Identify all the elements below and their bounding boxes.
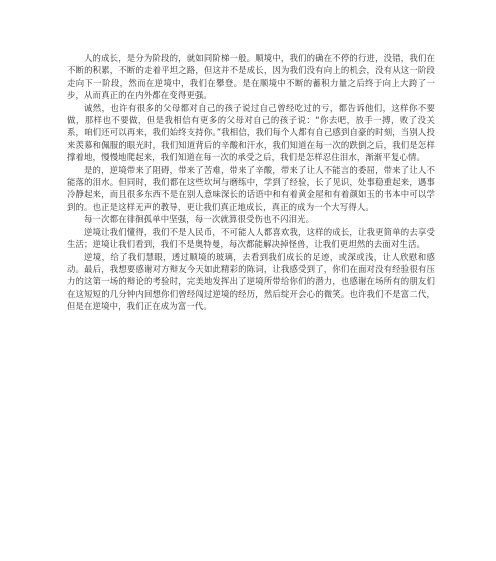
paragraph-adversity-teaches: 逆境让我们懂得，我们不是人民币，不可能人人都喜欢我，这样的成长，让我更简单的去享受生活；逆境让我们看到，我们不是奥特曼，每次都能解决掉怪兽，让我们更坦然的去面对生活。 xyxy=(67,226,435,250)
paragraph-growth-stages: 人的成长，是分为阶段的，就如同阶梯一般。顺境中，我们的确在不停的行进，没错，我们在不断的积累，不断的走着平坦之路，但这并不是成长，因为我们没有向上的机会，没有从这一阶段走向下一阶段，然而在逆境中，我们在攀登。是在顺境中不断的蓄积力量之后终于向上大跨了一步，从而真正的在内外都在变得更强。 xyxy=(67,53,435,101)
document-body xyxy=(67,52,435,313)
paragraph-conclusion: 逆境，给了我们慧眼，透过顺境的玻璃，去看到我们成长的足迹，或深或浅，让人欣慰和感动。最后，我想要感谢对方辩友今天如此精彩的陈词，让我感受到了，你们在面对没有经验很有压力的这第一场的辩论的考验时，完美地发挥出了逆境所带给你们的潜力，也感谢在场所有的朋友们在这短短的几分钟内回想你们曾经闯过逆境的经历，然后绽开会心的微笑。也许我们不是富二代，但是在逆境中，我们正在成为富一代。 xyxy=(67,251,435,312)
paragraph-lyric-quote: 每一次都在徘徊孤单中坚强，每一次就算很受伤也不闪泪光。 xyxy=(84,214,315,225)
paragraph-parents-support: 诚然，也许有很多的父母都对自己的孩子说过自己曾经吃过的亏，都告诉他们，这样你不要做，那样也不要做，但是我相信有更多的父母对自己的孩子说：“你去吧，放手一搏，败了没关系，咱们还可以再来，我们始终支持你。”我相信，我们每个人都有自己感到自豪的时刻，当别人投来羡慕和佩服的眼光时，我们知道背后的辛酸和汗水，我们知道在每一次的跌倒之后，我们是怎样撑着地，慢慢地爬起来，我们知道在每一次的承受之后，我们是怎样忍住泪水，渐渐平复心情。 xyxy=(67,102,435,163)
paragraph-adversity-lessons: 是的，逆境带来了阻碍，带来了苦难，带来了辛酸，带来了让人不能言的委屈，带来了让人不能落的泪水。但同时，我们都在这些坎坷与磨练中，学到了经验，长了见识，处事稳重起来，遇事冷静起来，而且很多东西不是在别人意味深长的话语中和有着黄金屋和有着颜如玉的书本中可以学到的。也正是这样无声的教导，更让我们真正地成长，真正的成为一个大写得人。 xyxy=(67,164,435,212)
